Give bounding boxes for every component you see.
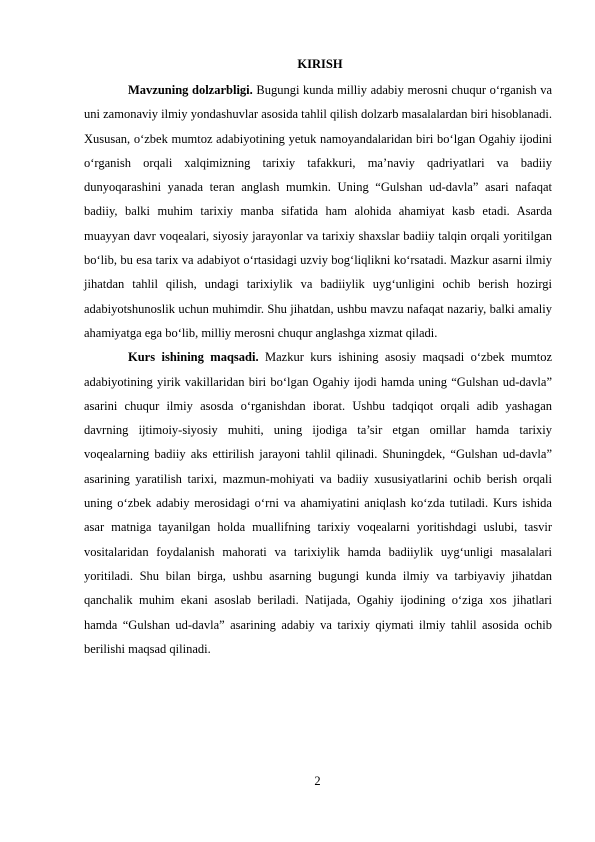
- paragraph-goal: [84, 345, 552, 661]
- paragraph-body-goal: Mazkur kurs ishining asosiy maqsadi o‘zbek mumtoz adabiyotining yirik vakillaridan biri bo‘lgan Ogahiy ijodi hamda uning “Gulshan ud-davla” asarini chuqur ilmiy asosda o‘rganishdan iborat. Ushbu tadqiqot orqali adib yashagan davrning ijtimoiy-siyosiy muhiti, uning ijodiga ta’sir etgan omillar hamda tarixiy voqealarning badiiy aks ettirilish jarayoni tahlil qilinadi. Shuningdek, “Gulshan ud-davla” asarining yaratilish tarixi, mazmun-mohiyati va badiiy xususiyatlarini ochib berish orqali uning o‘zbek adabiy merosidagi o‘rni va ahamiyatini aniqlash ko‘zda tutiladi. Kurs ishida asar matniga tayanilgan holda muallifning tarixiy voqealarni yoritishdagi uslubi, tasvir vositalaridan foydalanish mahorati va tarixiylik hamda badiiylik uyg‘unligi masalalari yoritiladi. Shu bilan birga, ushbu asarning bugungi kunda ilmiy va tarbiyaviy jihatdan qanchalik muhim ekani asoslab beriladi. Natijada, Ogahiy ijodining o‘ziga xos jihatlari hamda “Gulshan ud-davla” asarining adabiy va tarixiy qiymati ilmiy tahlil asosida ochib berilishi maqsad qilinadi.: [84, 350, 552, 656]
- paragraph-lead-goal: Kurs ishining maqsadi.: [128, 350, 259, 365]
- paragraph-lead-relevance: Mavzuning dolzarbligi.: [128, 83, 253, 97]
- paragraph-relevance: [84, 78, 552, 345]
- page-number: 2: [314, 774, 321, 788]
- section-heading: KIRISH: [297, 57, 343, 71]
- document-page: [84, 54, 552, 661]
- paragraph-body-relevance: Bugungi kunda milliy adabiy merosni chuqur o‘rganish va uni zamonaviy ilmiy yondashuvlar asosida tahlil qilish dolzarb masalalardan biri hisoblanadi. Xususan, o‘zbek mumtoz adabiyotining yetuk namoyandalaridan biri bo‘lgan Ogahiy ijodini o‘rganish orqali xalqimizning tarixiy tafakkuri, ma’naviy qadriyatlari va badiiy dunyoqarashini yanada teran anglash mumkin. Uning “Gulshan ud-davla” asari nafaqat badiiy, balki muhim tarixiy manba sifatida ham alohida ahamiyat kasb etadi. Asarda muayyan davr voqealari, siyosiy jarayonlar va tarixiy shaxslar badiiy talqin orqali yoritilgan bo‘lib, bu esa tarix va adabiyot o‘rtasidagi uzviy bog‘liqlikni ko‘rsatadi. Mazkur asarni ilmiy jihatdan tahlil qilish, undagi tarixiylik va badiiylik uyg‘unligini ochib berish hozirgi adabiyotshunoslik uchun muhimdir. Shu jihatdan, ushbu mavzu nafaqat nazariy, balki amaliy ahamiyatga ega bo‘lib, milliy merosni chuqur anglashga xizmat qiladi.: [84, 83, 552, 340]
